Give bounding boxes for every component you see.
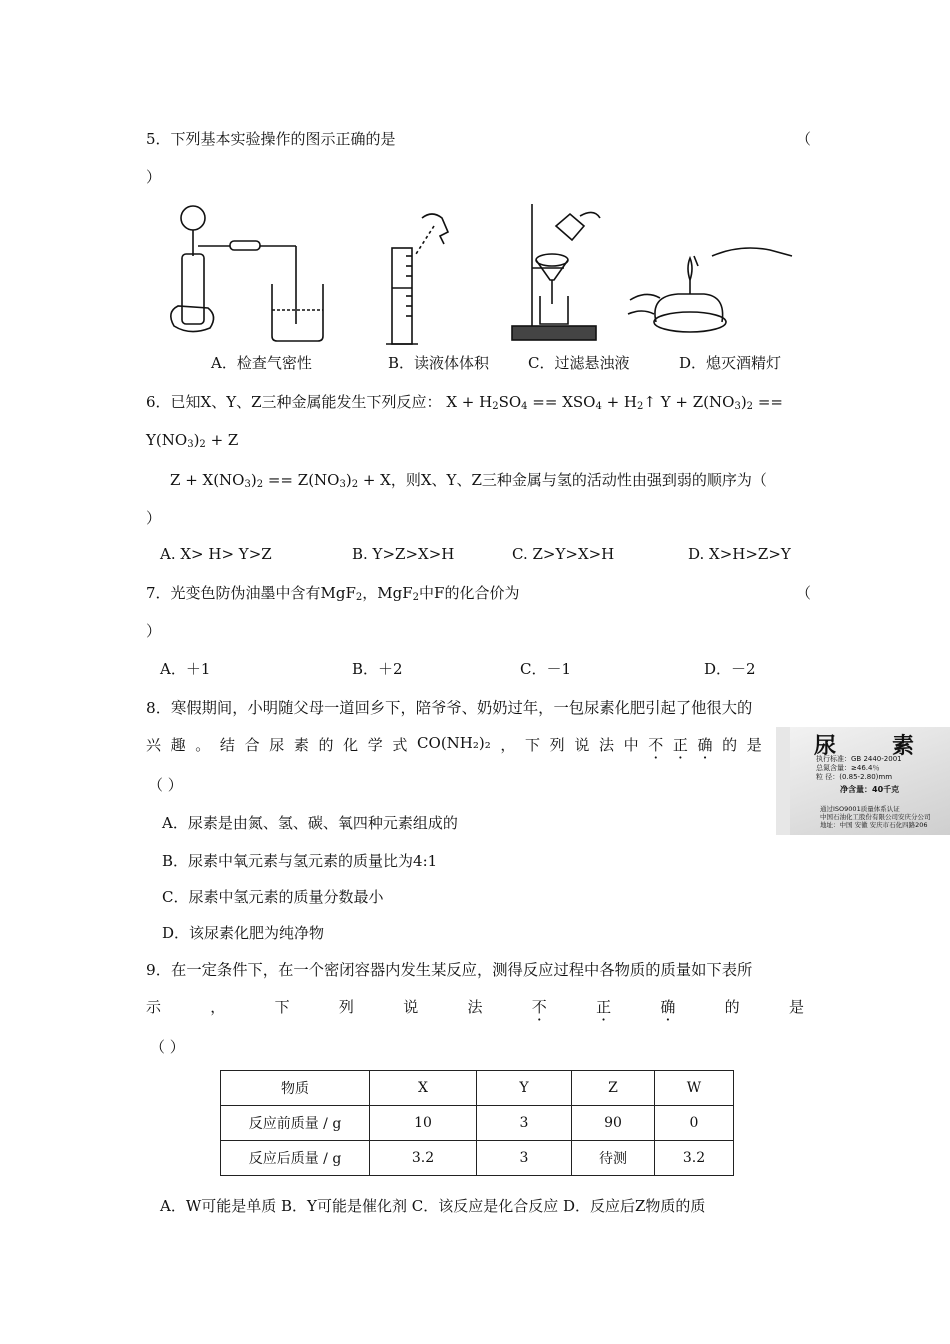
q6-line-2: $Y(NO_3)_2 + Z$ [146, 431, 239, 450]
q6-option-b: B. Y>Z>X>H [352, 545, 455, 563]
q9-line-1: 9．在一定条件下，在一个密闭容器内发生某反应，测得反应过程中各物质的质量如下表所 [146, 961, 753, 979]
table-row: 反应后质量 / g 3.2 3 待测 3.2 [221, 1141, 734, 1176]
q8-option-d: D．该尿素化肥为纯净物 [162, 924, 325, 942]
q8-answer-paren: （ ） [148, 776, 183, 794]
q8-line-1: 8．寒假期间，小明随父母一道回乡下，陪爷爷、奶奶过年，一包尿素化肥引起了他很大的 [146, 699, 753, 717]
q6-line-1: 6．已知X、Y、Z三种金属能发生下列反应： $X + H_2SO_4 == XSO_4$ + $H_2↑$ $Y + Z(NO_3)_2$ == [146, 393, 783, 412]
table-row: 反应前质量 / g 10 3 90 0 [221, 1106, 734, 1141]
lab-apparatus-figures [160, 196, 800, 348]
q7-option-b: B．＋2 [352, 660, 403, 678]
airtightness-apparatus-figure [171, 206, 323, 341]
urea-fertilizer-bag-photo: 尿 素 执行标准：GB 2440-2001 总氮含量：≥46.4％ 粒 径：(0.85-2.80)mm 净含量：40千克 通过ISO9001质量体系认证 中国石油化工股份有限公司安庆分公司 地址：中国 安徽 安庆市石化四路206 [776, 727, 950, 835]
q7-option-d: D．－2 [704, 660, 756, 678]
q7-option-c: C．－1 [520, 660, 572, 678]
q7-paren-close: ） [146, 622, 162, 640]
q9-answer-paren: （ ） [150, 1038, 185, 1056]
q7-stem: 7．光变色防伪油墨中含有MgF$_2$，MgF$_2$中F的化合价为 [146, 584, 520, 603]
q5-caption-a: A．检查气密性 [211, 354, 312, 372]
q6-option-a: A. X> H> Y>Z [160, 545, 272, 563]
q8-option-a: A．尿素是由氮、氢、碳、氧四种元素组成的 [162, 814, 458, 832]
q6-option-d: D. X>H>Z>Y [688, 545, 791, 563]
q9-options-line: A．W可能是单质 B．Y可能是催化剂 C．该反应是化合反应 D．反应后Z物质的质 [160, 1197, 706, 1215]
q7-option-a: A．＋1 [160, 660, 211, 678]
q8-option-b: B．尿素中氧元素与氢元素的质量比为4:1 [162, 852, 438, 870]
filtration-setup-figure [512, 204, 600, 340]
q9-line-2: 示 ， 下 列 说 法 不 · 正 · 确 · 的 是 [146, 996, 804, 1017]
q6-paren-close: ） [146, 509, 162, 527]
q6-line-3: $Z + X(NO_3)_2 == Z(NO_3)_2 + X$，则X、Y、Z三种金属与氢的活动性由强到弱的顺序为（ [170, 471, 767, 490]
q5-caption-c: C．过滤悬浊液 [528, 354, 630, 372]
q5-caption-d: D．熄灭酒精灯 [679, 354, 782, 372]
table-header-row: 物质 X Y Z W [221, 1071, 734, 1106]
graduated-cylinder-figure [386, 214, 448, 344]
q5-paren-close: ） [146, 168, 162, 186]
q8-line-2: 兴 趣 。 结 合 尿 素 的 化 学 式 CO(NH₂)₂ ， 下 列 说 法 中 不 · 正 · 确 · 的 是 [146, 734, 762, 755]
q8-option-c: C．尿素中氢元素的质量分数最小 [162, 888, 384, 906]
q5-paren-open: （ [796, 130, 812, 148]
alcohol-lamp-figure [628, 248, 792, 332]
q5-caption-b: B．读液体体积 [388, 354, 490, 372]
q5-stem: 5．下列基本实验操作的图示正确的是 [146, 130, 396, 148]
q7-paren-open: （ [796, 584, 812, 602]
q6-option-c: C. Z>Y>X>H [512, 545, 615, 563]
mass-data-table [220, 1070, 734, 1176]
